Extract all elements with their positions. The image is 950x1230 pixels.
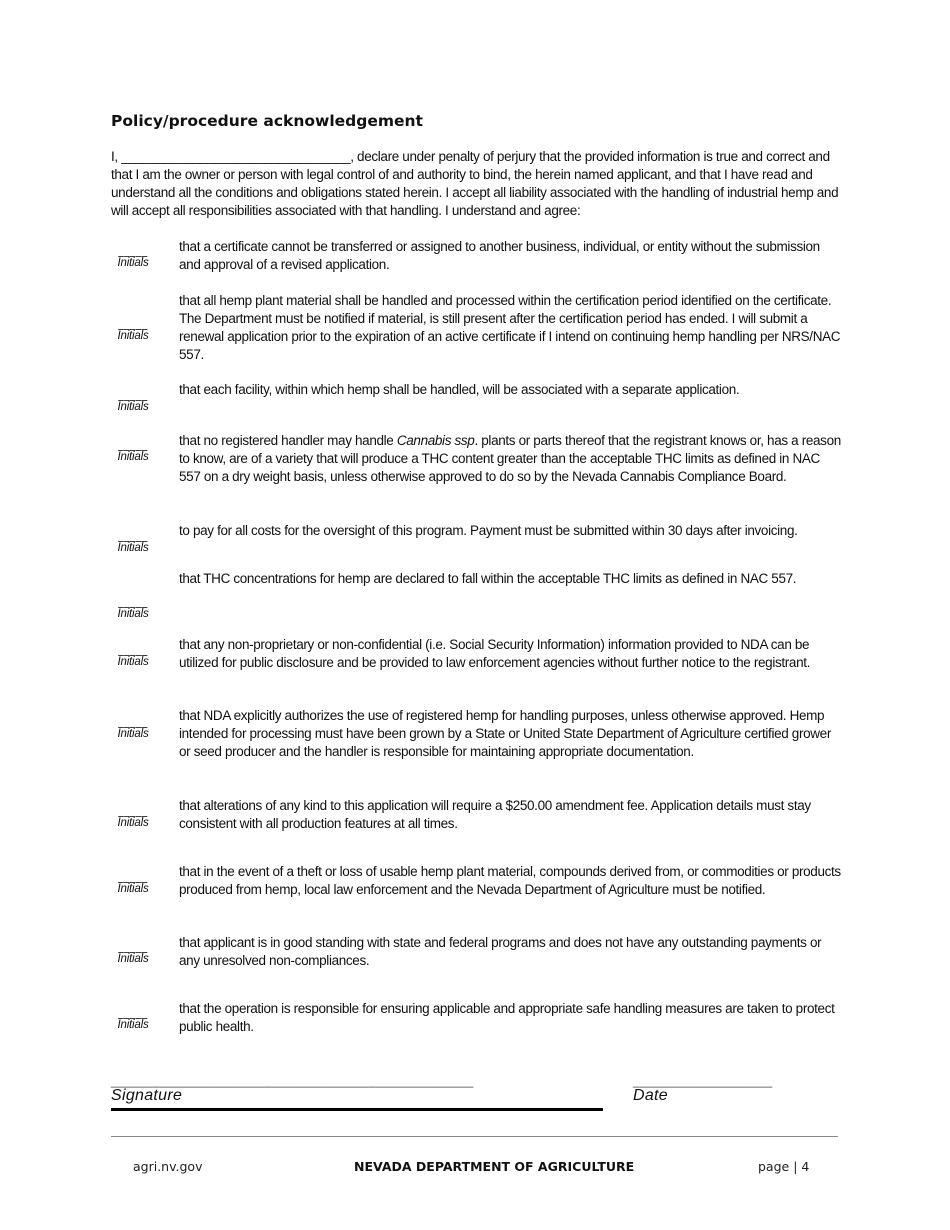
section-heading: Policy/procedure acknowledgement: [111, 112, 423, 130]
initials-blank[interactable]: _____: [118, 869, 148, 883]
initials-label: Initials: [117, 1019, 149, 1031]
signature-underline: [111, 1108, 603, 1111]
initials-blank[interactable]: _____: [118, 594, 148, 608]
initials-field[interactable]: [111, 244, 155, 270]
footer-website: agri.nv.gov: [133, 1159, 203, 1174]
initials-label: Initials: [117, 257, 149, 269]
signature-label: Signature: [111, 1087, 183, 1104]
item-text: that NDA explicitly authorizes the use of registered hemp for handling purposes, unless otherwise approved. Hemp intended for processing must have been grown by a State or United State Department of Agriculture certified grower or seed producer and the handler is responsible for maintaining appropriate documentation.: [179, 708, 831, 759]
initials-label: Initials: [117, 953, 149, 965]
initials-field[interactable]: [111, 529, 155, 555]
item-text: that each facility, within which hemp shall be handled, will be associated with a separate application.: [179, 382, 740, 397]
initials-blank[interactable]: _____: [118, 437, 148, 451]
item-text: that applicant is in good standing with state and federal programs and does not have any outstanding payments or any unresolved non-compliances.: [179, 935, 822, 968]
initials-field[interactable]: [111, 438, 155, 464]
item-text-end: . plants or parts thereof that the registrant knows or, has a reason to know, are of a variety that will produce a THC content greater than the acceptable THC limits as defined in NAC 557 on a dry weight basis, unless otherwise approved to do so by the Nevada Cannabis Compliance Board.: [179, 433, 841, 484]
date-label: Date: [633, 1087, 668, 1104]
initials-blank[interactable]: _____: [118, 316, 148, 330]
initials-field[interactable]: [111, 1006, 155, 1032]
item-text: that alterations of any kind to this application will require a $250.00 amendment fee. Application details must stay consistent with all production features at all times.: [179, 798, 811, 831]
initials-field[interactable]: [111, 317, 155, 343]
item-text-start: that no registered handler may handle: [179, 433, 397, 448]
item-text: that all hemp plant material shall be handled and processed within the certification period identified on the certificate. The Department must be notified if material, is still present after the certification period has ended. I will submit a renewal application prior to the expiration of an active certificate if I intend on continuing hemp handling per NRS/NAC 557.: [179, 293, 841, 362]
initials-label: Initials: [117, 330, 149, 342]
initials-field[interactable]: [111, 870, 155, 896]
item-text: that THC concentrations for hemp are declared to fall within the acceptable THC limits as defined in NAC 557.: [179, 571, 797, 586]
item-text: that any non-proprietary or non-confidential (i.e. Social Security Information) information provided to NDA can be utilized for public disclosure and be provided to law enforcement agencies without further notice to the registrant.: [179, 637, 811, 670]
initials-blank[interactable]: _____: [118, 1005, 148, 1019]
item-text: that the operation is responsible for ensuring applicable and appropriate safe handling measures are taken to protect public health.: [179, 1001, 835, 1034]
signature-line[interactable]: ____________________________________________________: [111, 1074, 474, 1088]
initials-field[interactable]: [111, 595, 155, 621]
initials-label: Initials: [117, 883, 149, 895]
item-text: [179, 432, 843, 486]
date-line[interactable]: ____________________: [633, 1074, 773, 1088]
initials-field[interactable]: [111, 388, 155, 414]
initials-field[interactable]: [111, 804, 155, 830]
initials-field[interactable]: [111, 643, 155, 669]
footer-divider: [111, 1136, 838, 1137]
initials-field[interactable]: [111, 715, 155, 741]
item-text: that a certificate cannot be transferred or assigned to another business, individual, or entity without the submission and approval of a revised application.: [179, 239, 820, 272]
initials-blank[interactable]: _____: [118, 939, 148, 953]
initials-label: Initials: [117, 401, 149, 413]
species-name: Cannabis ssp: [396, 433, 475, 448]
initials-blank[interactable]: _____: [118, 243, 148, 257]
footer-agency: NEVADA DEPARTMENT OF AGRICULTURE: [354, 1159, 635, 1174]
item-text: that in the event of a theft or loss of usable hemp plant material, compounds derived from, or commodities or products produced from hemp, local law enforcement and the Nevada Department of Agriculture must be notified.: [179, 864, 841, 897]
initials-blank[interactable]: _____: [118, 642, 148, 656]
initials-blank[interactable]: _____: [118, 714, 148, 728]
initials-label: Initials: [117, 451, 149, 463]
initials-label: Initials: [117, 728, 149, 740]
initials-blank[interactable]: _____: [118, 387, 148, 401]
initials-field[interactable]: [111, 940, 155, 966]
footer-page-number: page | 4: [758, 1159, 810, 1174]
initials-label: Initials: [117, 817, 149, 829]
initials-label: Initials: [117, 608, 149, 620]
initials-label: Initials: [117, 656, 149, 668]
initials-blank[interactable]: _____: [118, 528, 148, 542]
declaration-paragraph: I, ________________________________, declare under penalty of perjury that the provided information is true and correct and that I am the owner or person with legal control of and authority to bind, the herein named applicant, and that I have read and understand all the conditions and obligations stated herein. I accept all liability associated with the handling of industrial hemp and will accept all responsibilities associated with that handling. I understand and agree:: [111, 149, 839, 218]
item-text: to pay for all costs for the oversight of this program. Payment must be submitted within 30 days after invoicing.: [179, 523, 798, 538]
initials-blank[interactable]: _____: [118, 803, 148, 817]
initials-label: Initials: [117, 542, 149, 554]
